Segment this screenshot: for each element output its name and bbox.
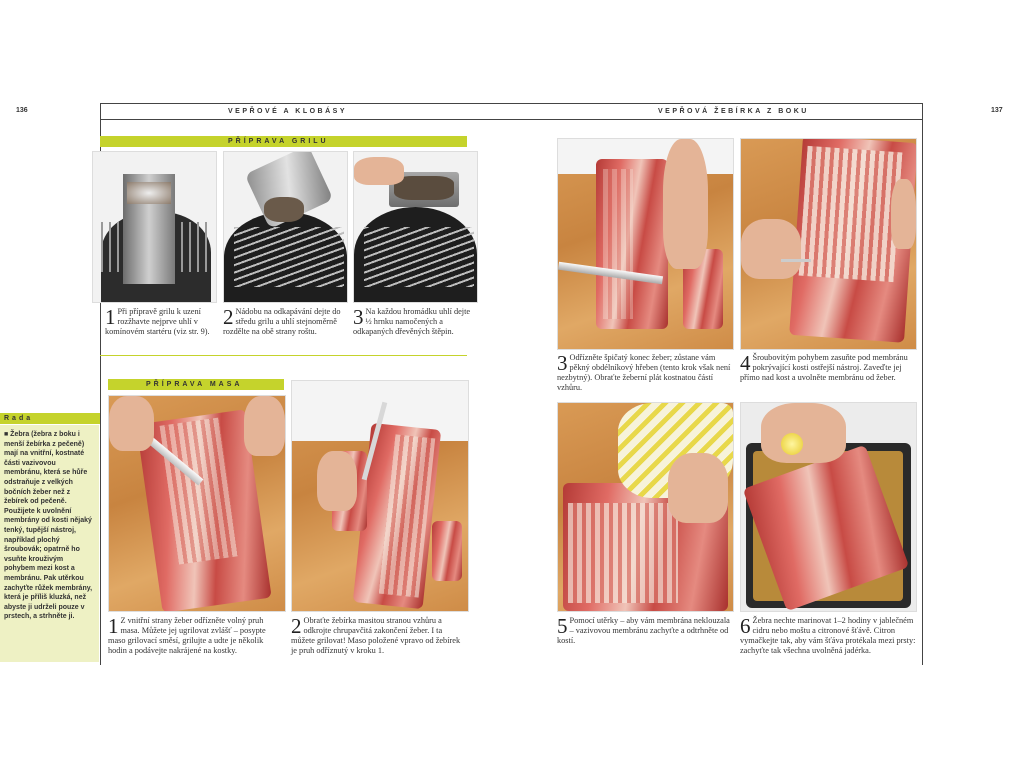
step-text: Žebra nechte marinovat 1–2 hodiny v jablečném cidru nebo moštu a citronové šťávě. Citron vymačkejte tak, aby vám šťáva protékala mezi prsty: zachyťte tak všechna uvolněná jadérka. bbox=[740, 616, 916, 655]
caption-grill-step-3 bbox=[353, 307, 471, 337]
photo-ribs-step-3 bbox=[557, 138, 734, 350]
sidebar-tip-text: ■ Žebra (žebra z boku i menší žebírka z pečeně) mají na vnitřní, kostnaté části vazivovou membránu, která se hůře odstraňuje z velkých bočních žeber než z žebírek od pečeně. Použijete k uvolnění membrány od kosti nějaký tenký, tupější nástroj, například plochý šroubovák; opatrně ho vsuňte krouživým pohybem mezi kost a membránu. Pak utěrkou zachyťte růžek membrány, která je příliš kluzká, než abyste ji udrželi pouze v prstech, a strhněte ji. bbox=[0, 425, 99, 662]
step-text: Pomocí utěrky – aby vám membrána neklouzala – vazivovou membránu zachyťte a odtrhněte od kostí. bbox=[557, 616, 730, 645]
step-number: 2 bbox=[291, 614, 302, 638]
caption-ribs-step-3 bbox=[557, 353, 733, 393]
caption-ribs-step-6 bbox=[740, 616, 916, 656]
step-text: Na každou hromádku uhlí dejte ½ hrnku namočených a odkapaných dřevěných štěpin. bbox=[353, 307, 471, 336]
step-text: Odřízněte špičatý konec žeber; zůstane vám pěkný obdélníkový hřeben (tento krok však není nezbytný). Obraťte žeberní plát kostnatou částí vzhůru. bbox=[557, 353, 731, 392]
photo-ribs-step-5 bbox=[557, 402, 734, 612]
step-text: Šroubovitým pohybem zasuňte pod membránu pokrývající kosti ostřejší nástroj. Zaveďte jej přímo nad kost a uvolněte membránu od žeber. bbox=[740, 353, 908, 382]
step-number: 1 bbox=[105, 305, 116, 329]
page-number-left: 136 bbox=[16, 107, 28, 114]
caption-meat-step-2 bbox=[291, 616, 467, 656]
step-number: 1 bbox=[108, 614, 119, 638]
section-title-grill: PŘÍPRAVA GRILU bbox=[228, 138, 329, 145]
page-number-right: 137 bbox=[991, 107, 1003, 114]
step-text: Při přípravě grilu k uzení rozžhavte nejprve uhlí v komínovém startéru (viz str. 9). bbox=[105, 307, 210, 336]
step-number: 3 bbox=[557, 351, 568, 375]
step-text: Obraťte žebírka masitou stranou vzhůru a odkrojte chrupavčitá zakončení žeber. I ta můžete grilovat! Maso položené vpravo od žebírek je pruh odříznutý v kroku 1. bbox=[291, 616, 461, 655]
running-head-right: VEPŘOVÁ ŽEBÍRKA Z BOKU bbox=[658, 108, 809, 115]
section-bar-grill bbox=[100, 136, 467, 147]
photo-grill-step-1 bbox=[92, 151, 217, 303]
right-margin-rule bbox=[922, 103, 923, 665]
caption-grill-step-1 bbox=[105, 307, 215, 337]
step-number: 2 bbox=[223, 305, 234, 329]
caption-grill-step-2 bbox=[223, 307, 348, 337]
step-number: 4 bbox=[740, 351, 751, 375]
photo-meat-step-1 bbox=[108, 395, 286, 612]
header-rule-bottom bbox=[100, 119, 923, 120]
header-rule-top bbox=[100, 103, 923, 104]
grill-section-divider bbox=[100, 355, 467, 356]
step-number: 3 bbox=[353, 305, 364, 329]
photo-grill-step-2 bbox=[223, 151, 348, 303]
caption-ribs-step-4 bbox=[740, 353, 916, 383]
caption-ribs-step-5 bbox=[557, 616, 733, 646]
section-title-meat: PŘÍPRAVA MASA bbox=[146, 381, 243, 388]
photo-grill-step-3 bbox=[353, 151, 478, 303]
sidebar-title: Rada bbox=[0, 413, 100, 424]
section-bar-meat bbox=[108, 379, 284, 390]
photo-ribs-step-6 bbox=[740, 402, 917, 612]
step-text: Nádobu na odkapávání dejte do středu grilu a uhlí stejnoměrně rozdělte na obě strany roštu. bbox=[223, 307, 341, 336]
caption-meat-step-1 bbox=[108, 616, 284, 656]
photo-ribs-step-4 bbox=[740, 138, 917, 350]
step-number: 5 bbox=[557, 614, 568, 638]
photo-meat-step-2 bbox=[291, 380, 469, 612]
step-text: Z vnitřní strany žeber odřízněte volný pruh masa. Můžete jej ugrilovat zvlášť – posypte maso grilovací směsí, grilujte a udte je několik hodin a podávejte nakrájené na kostky. bbox=[108, 616, 266, 655]
running-head-left: VEPŘOVÉ A KLOBÁSY bbox=[228, 108, 347, 115]
step-number: 6 bbox=[740, 614, 751, 638]
